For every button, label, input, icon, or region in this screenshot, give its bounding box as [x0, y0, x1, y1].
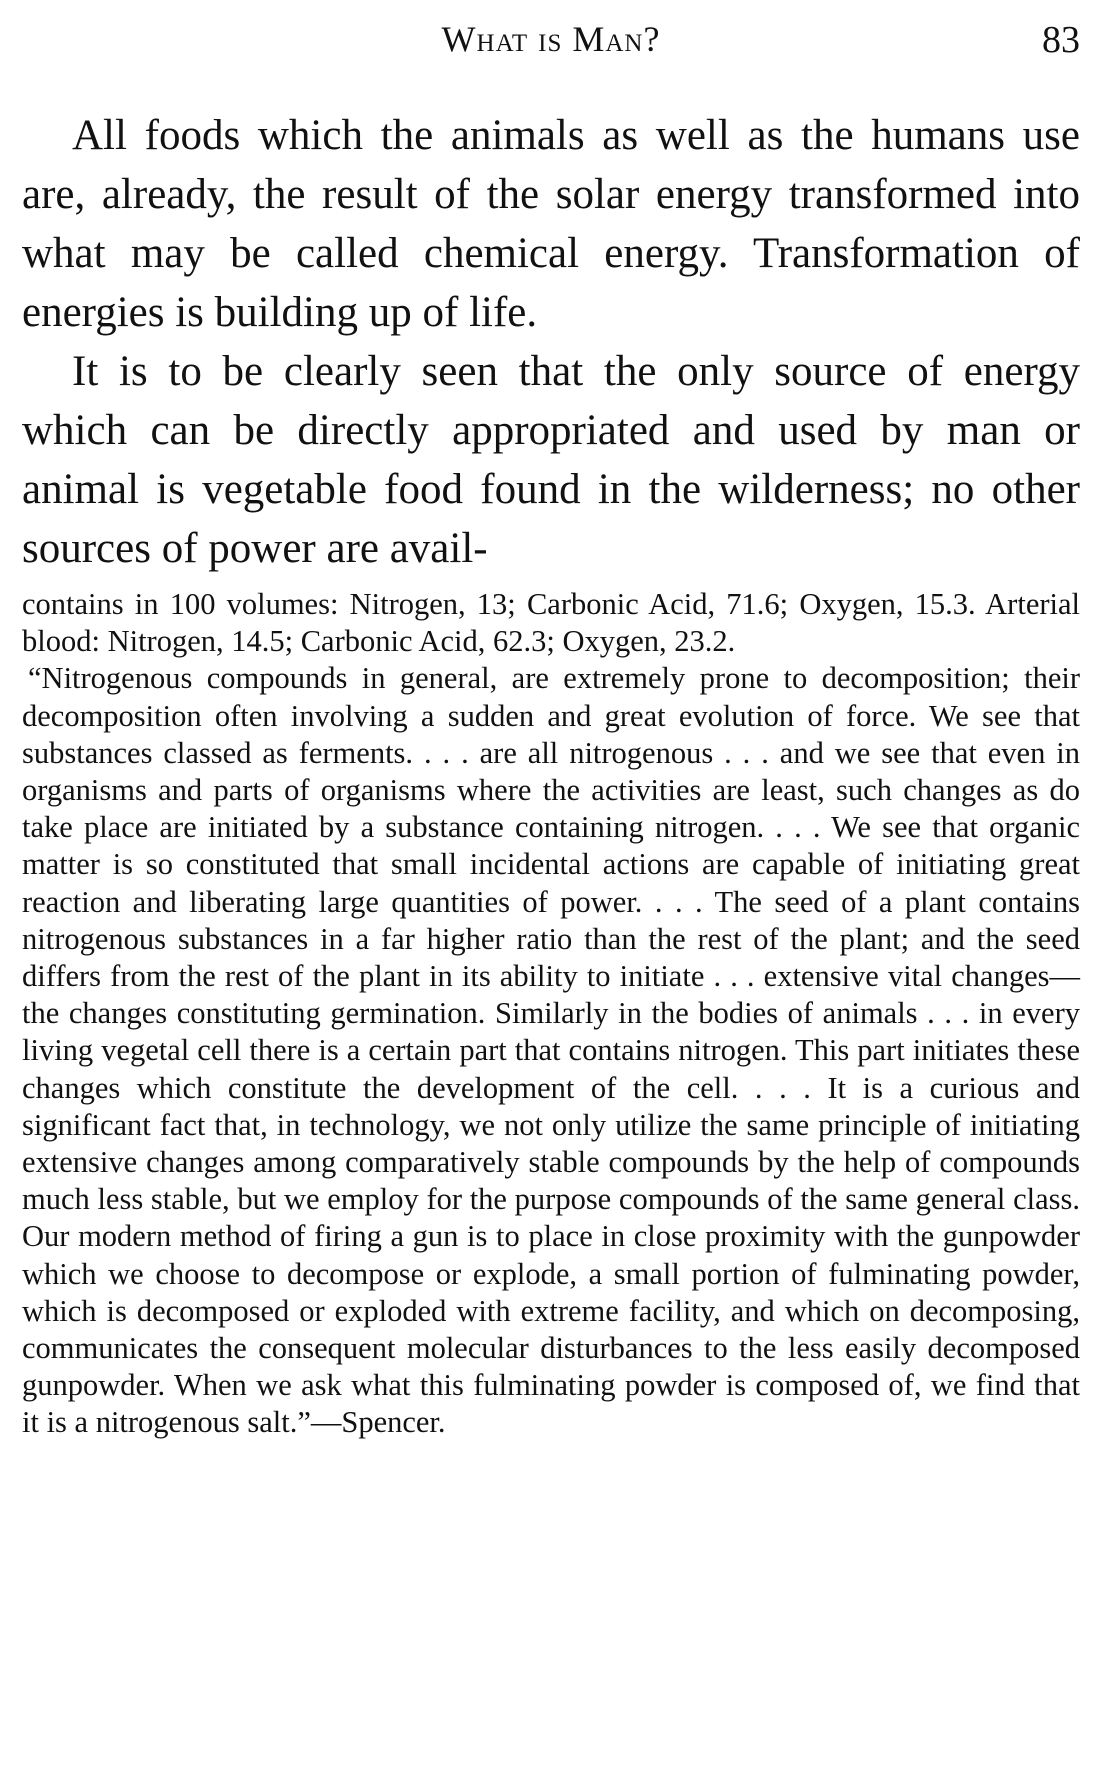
footnote [22, 586, 1080, 1442]
page-number: 83 [1042, 19, 1080, 61]
running-head [22, 0, 1080, 70]
footnote-quote: “Nitrogenous compounds in general, are extremely prone to decomposition; their decomposition often involving a sudden and great evolution of force. We see that substances classed as ferments. . . . are all nitrogenous . . . and we see that even in organisms and parts of organisms where the activities are least, such changes as do take place are initiated by a substance containing nitrogen. . . . We see that organic matter is so constituted that small incidental actions are capable of initiating great reaction and liberating large quantities of power. . . . The seed of a plant contains nitrogenous substances in a far higher ratio than the rest of the plant; and the seed differs from the rest of the plant in its ability to initiate . . . extensive vital changes—the changes constituting germination. Similarly in the bodies of animals . . . in every living vegetal cell there is a certain part that contains nitrogen. This part initiates these changes which constitute the development of the cell. . . . It is a curious and significant fact that, in technology, we not only utilize the same principle of initiating extensive changes among comparatively stable compounds by the help of compounds much less stable, but we employ for the purpose compounds of the same general class. Our modern method of firing a gun is to place in close proximity with the gunpowder which we choose to decompose or explode, a small portion of fulminating powder, which is decomposed or exploded with extreme facility, and which on decomposing, communicates the consequent molecular disturbances to the less easily decomposed gunpowder. When we ask what this fulminating powder is composed of, we find that it is a nitrogenous salt.”—Spencer. [22, 661, 1080, 1440]
body-paragraph-2: It is to be clearly seen that the only source of energy which can be directly appropriated and used by man or animal is vegetable food found in the wilderness; no other sources of power are avail- [22, 348, 1080, 572]
body-paragraph-1: All foods which the animals as well as the humans use are, already, the result of the solar energy transformed into what may be called chemical energy. Transformation of energies is building up of life. [22, 112, 1080, 336]
running-title: What is Man? [441, 19, 661, 59]
body-text [22, 106, 1080, 578]
book-page [22, 0, 1080, 1442]
footnote-continuation: contains in 100 volumes: Nitrogen, 13; Carbonic Acid, 71.6; Oxygen, 15.3. Arterial blood: Nitrogen, 14.5; Carbonic Acid, 62.3; Oxygen, 23.2. [22, 587, 1080, 659]
